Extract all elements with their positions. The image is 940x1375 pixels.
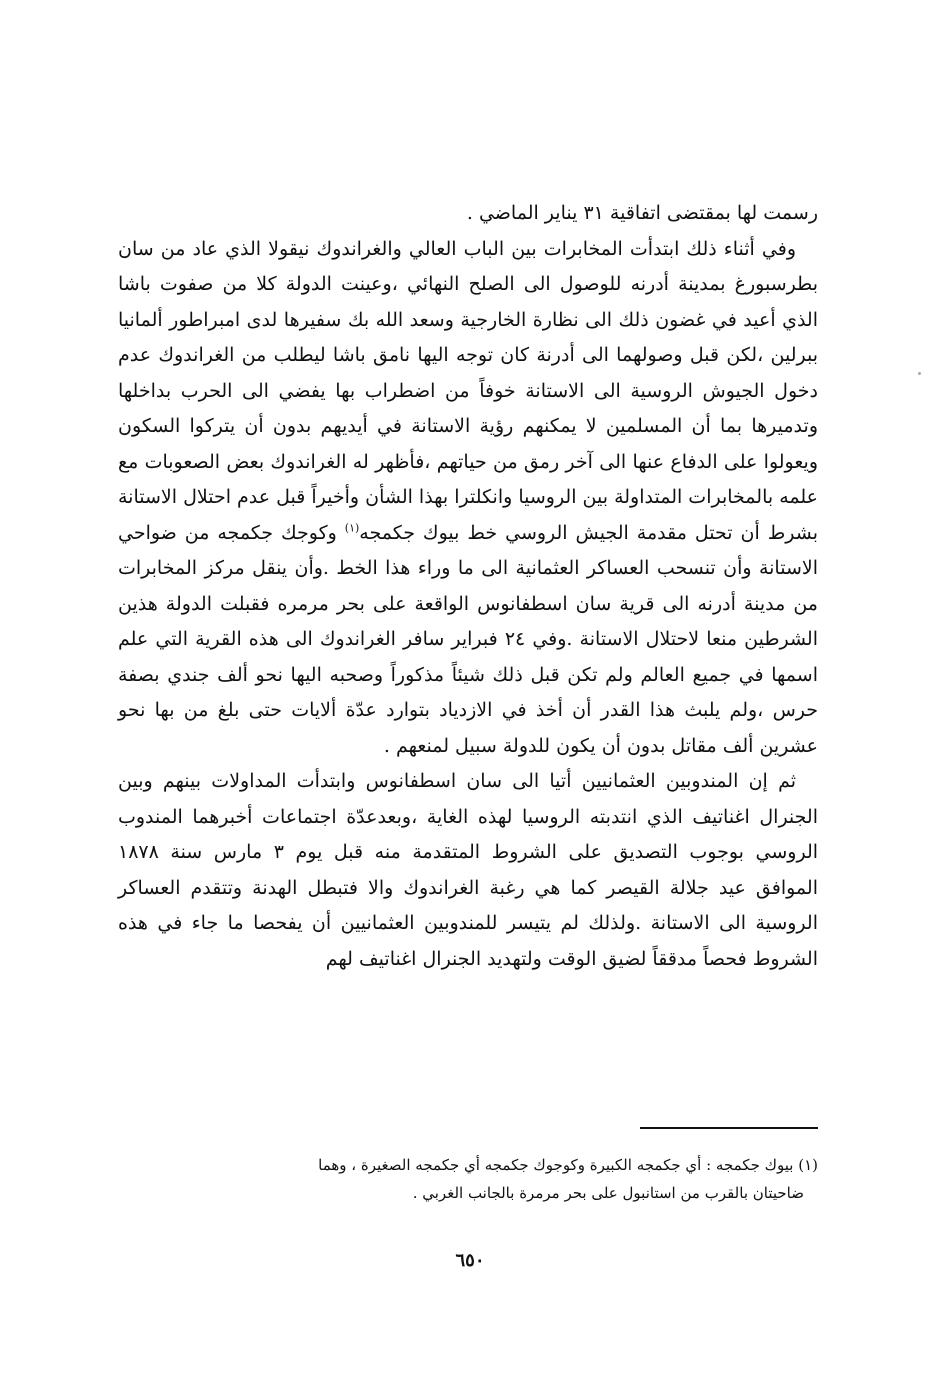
paragraph-text: وكوجك جكمجه من ضواحي الاستانة وأن تنسحب العساكر العثمانية الى ما وراء هذا الخط .وأن ينقل مركز المخابرات من مدينة أدرنه الى قرية سان اسطفانوس الواقعة على بحر مرمره فقبلت الدولة هذين الشرطين منعا لاحتلال الاستانة .وفي ٢٤ فبراير سافر الغراندوك الى هذه القرية التي علم اسمها في جميع العالم ولم تكن قبل ذلك شيئاً مذكوراً وصحبه اليها نحو ألف جندي بصفة حرس ،ولم يلبث هذا القدر أن أخذ في الازدياد بتوارد عدّة ألايات حتى بلغ من بها نحو عشرين ألف مقاتل بدون أن يكون للدولة سبيل لمنعهم . bbox=[118, 521, 818, 757]
paragraph: ثم إن المندوبين العثمانيين أتيا الى سان اسطفانوس وابتدأت المداولات بينهم وبين الجنرال اغناتيف الذي انتدبته الروسيا لهذه الغاية ،وبعدعدّة اجتماعات أخبرهما المندوب الروسي بوجوب التصديق على الشروط المتقدمة منه قبل يوم ٣ مارس سنة ١٨٧٨ الموافق عيد جلالة القيصر كما هي رغبة الغراندوك والا فتبطل الهدنة وتتقدم العساكر الروسية الى الاستانة .ولذلك لم يتيسر للمندوبين العثمانيين أن يفحصا ما جاء في هذه الشروط فحصاً مدققاً لضيق الوقت ولتهديد الجنرال اغناتيف لهم bbox=[118, 770, 819, 970]
footnote-line: ضاحيتان بالقرب من استانبول على بحر مرمرة بالجانب الغربي . bbox=[412, 1184, 804, 1202]
footnote-line: (١) بيوك جكمجه : أي جكمجه الكبيرة وكوجوك جكمجه أي جكمجه الصغيرة ، وهما bbox=[318, 1156, 818, 1174]
main-text bbox=[118, 196, 818, 977]
paragraph-text: وفي أثناء ذلك ابتدأت المخابرات بين الباب العالي والغراندوك نيقولا الذي عاد من سان بطرسبورغ بمدينة أدرنه للوصول الى الصلح النهائي ،وعينت الدولة كلا من صفوت باشا الذي أعيد في غضون ذلك الى نظارة الخارجية وسعد الله بك سفيرها لدى امبراطور ألمانيا ببرلين ،لكن قبل وصولهما الى أدرنة كان توجه اليها نامق باشا ليطلب من الغراندوك عدم دخول الجيوش الروسية الى الاستانة خوفاً من اضطراب بها يفضي الى الحرب بداخلها وتدميرها بما أن المسلمين لا يمكنهم رؤية الاستانة في أيديهم بدون أن يتركوا السكون ويعولوا على الدفاع عنها الى آخر رمق من حياتهم ،فأظهر له الغراندوك بعض الصعوبات مع علمه بالمخابرات المتداولة بين الروسيا وانكلترا بهذا الشأن وأخيراً قبل عدم احتلال الاستانة بشرط أن تحتل مقدمة الجيش الروسي خط بيوك جكمجه bbox=[118, 237, 818, 544]
paragraph bbox=[118, 232, 818, 765]
margin-speck bbox=[918, 372, 921, 375]
footnotes bbox=[130, 1151, 818, 1207]
paragraph-continuation: رسمت لها بمقتضى اتفاقية ٣١ يناير الماضي . bbox=[466, 202, 818, 224]
footnote-reference[interactable]: (١) bbox=[344, 521, 360, 535]
footnote-divider bbox=[640, 1127, 818, 1129]
page-number: ٦٥٠ bbox=[455, 1250, 485, 1271]
